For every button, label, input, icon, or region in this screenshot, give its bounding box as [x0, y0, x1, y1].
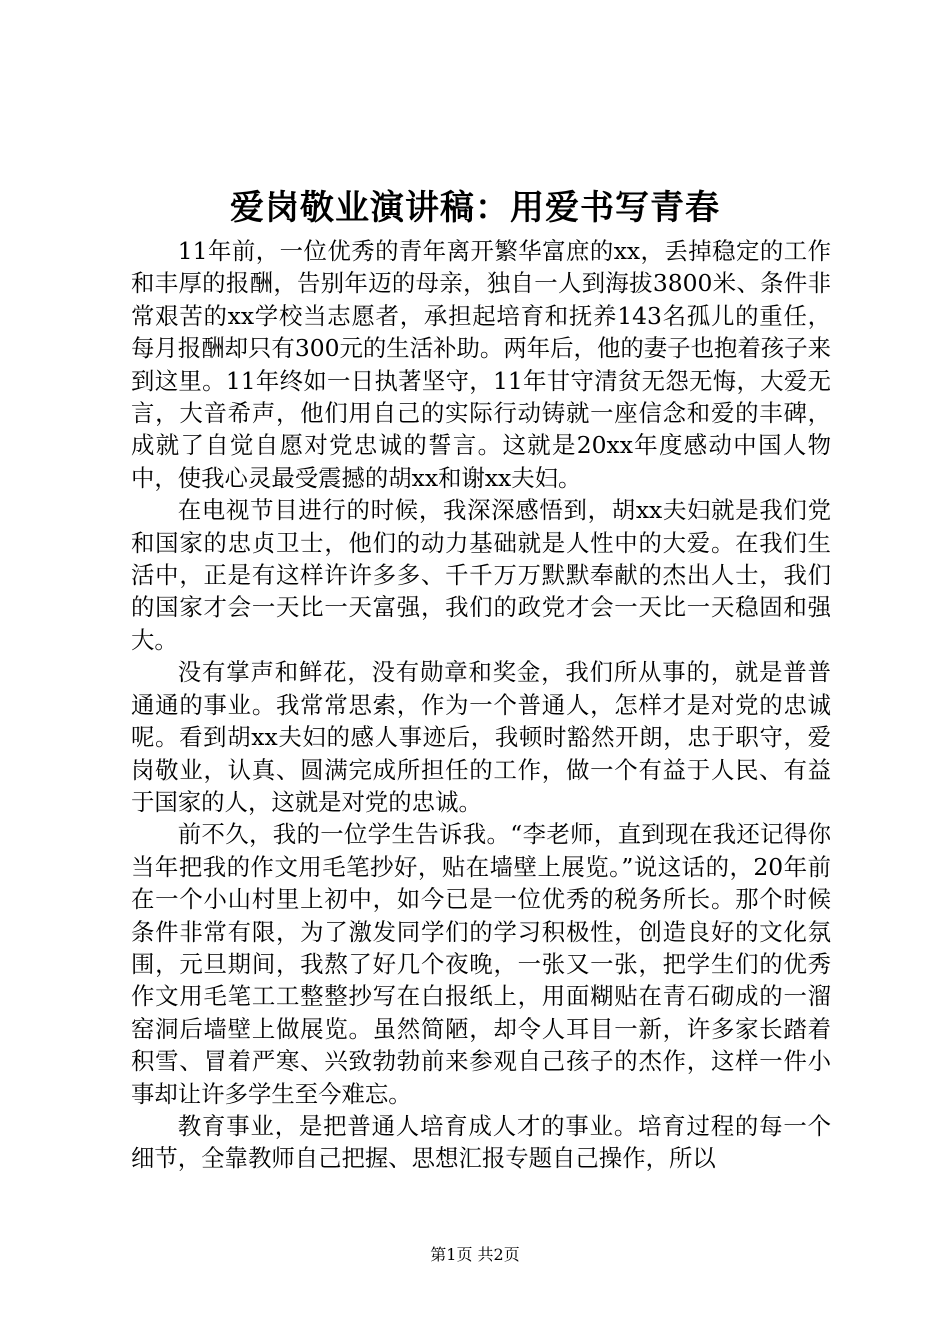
paragraph-2: 在电视节目进行的时候，我深深感悟到，胡xx夫妇就是我们党和国家的忠贞卫士，他们的动力基础就是人性中的大爱。在我们生活中，正是有这样许许多多、千千万万默默奉献的杰出人士，我们的国家才会一天比一天富强，我们的政党才会一天比一天稳固和强大。 — [131, 496, 831, 654]
document-body — [131, 235, 831, 1175]
page-number-footer: 第1页 共2页 — [430, 1245, 520, 1264]
paragraph-5: 教育事业，是把普通人培育成人才的事业。培育过程的每一个细节，全靠教师自己把握、思想汇报专题自己操作，所以 — [131, 1111, 831, 1173]
document-title: 爱岗敬业演讲稿：用爱书写青春 — [230, 188, 720, 228]
paragraph-1: 11年前，一位优秀的青年离开繁华富庶的xx，丢掉稳定的工作和丰厚的报酬，告别年迈的母亲，独自一人到海拔3800米、条件非常艰苦的xx学校当志愿者，承担起培育和抚养143名孤儿的重任，每月报酬却只有300元的生活补助。两年后，他的妻子也抱着孩子来到这里。11年终如一日执著坚守，11年甘守清贫无怨无悔，大爱无言，大音希声，他们用自己的实际行动铸就一座信念和爱的丰碑，成就了自觉自愿对党忠诚的誓言。这就是20xx年度感动中国人物中，使我心灵最受震撼的胡xx和谢xx夫妇。 — [131, 237, 831, 492]
paragraph-4: 前不久，我的一位学生告诉我。“李老师，直到现在我还记得你当年把我的作文用毛笔抄好，贴在墙壁上展览。”说这话的，20年前在一个小山村里上初中，如今已是一位优秀的税务所长。那个时候条件非常有限，为了激发同学们的学习积极性，创造良好的文化氛围，元旦期间，我熬了好几个夜晚，一张又一张，把学生们的优秀作文用毛笔工工整整抄写在白报纸上，用面糊贴在青石砌成的一溜窑洞后墙壁上做展览。虽然简陋，却令人耳目一新，许多家长踏着积雪、冒着严寒、兴致勃勃前来参观自己孩子的杰作，这样一件小事却让许多学生至今难忘。 — [131, 820, 831, 1108]
paragraph-3: 没有掌声和鲜花，没有勋章和奖金，我们所从事的，就是普普通通的事业。我常常思索，作为一个普通人，怎样才是对党的忠诚呢。看到胡xx夫妇的感人事迹后，我顿时豁然开朗，忠于职守，爱岗敬业，认真、圆满完成所担任的工作，做一个有益于人民、有益于国家的人，这就是对党的忠诚。 — [131, 658, 831, 816]
